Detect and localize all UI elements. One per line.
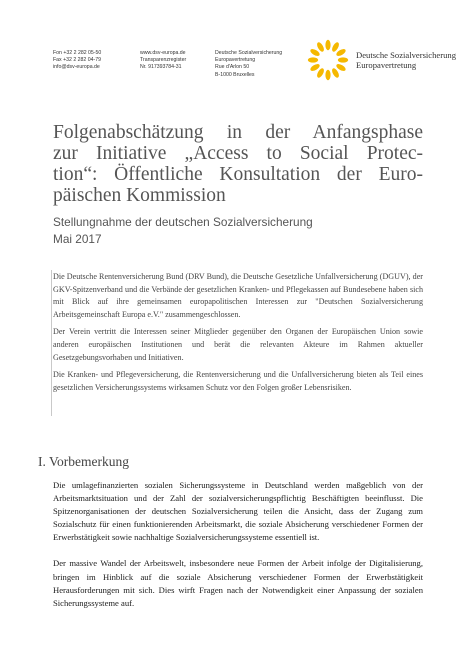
header-email[interactable]: info@dsv-europa.de — [53, 64, 100, 71]
title-line: Folgenabschätzung in der Anfangsphase — [53, 122, 423, 143]
address-line: B-1000 Bruxelles — [215, 71, 255, 78]
address-line: Deutsche Sozialversicherung — [215, 50, 283, 56]
logo-ray — [308, 57, 318, 62]
intro-side-rule — [51, 376, 52, 416]
address-line: Europavertretung — [215, 57, 256, 64]
header-web-block — [140, 50, 186, 72]
header-fax: Fax +32 2 282 04-79 — [53, 57, 102, 64]
logo-ray — [325, 70, 330, 80]
body-paragraph: Der massive Wandel der Arbeitswelt, insbesondere neue Formen der Arbeit infolge der Digitalisierung, bringen im Hinblick auf die soziale Absicherung verschiedener Formen der Erwerbstätigkeit Herausforderungen mit sich. Dies wirft Fragen nach der Notwendigkeit einer Anpassung der sozialen Sicherungssysteme auf. — [53, 558, 423, 608]
body-text — [53, 479, 423, 623]
address-line: Rue d'Arlon 50 — [215, 64, 250, 71]
header-register-label: Transparenzregister — [140, 57, 187, 64]
logo-ray — [325, 40, 330, 50]
header-phone: Fon +32 2 282 05-50 — [53, 50, 102, 56]
document-title — [53, 122, 423, 206]
body-paragraph: Die umlagefinanzierten sozialen Sicherungssysteme in Deutschland werden maßgeblich von der Arbeitsmarktsituation und der Zahl der sozialversicherungspflichtig Beschäftigten beeinflusst. Die Spitzenorganisationen der deutschen Sozialversicherung teilen die Ansicht, dass der Zugang zum Sozialschutz für einen funktionierenden Arbeitsmarkt, die soziale Absicherung verschiedener Formen der Erwerbstätigkeit sowie nachhaltige Sozialversicherungssysteme essentiell ist. — [53, 480, 423, 543]
header-register-number: Nr. 917393784-31 — [140, 64, 182, 71]
org-name-line: Europavertretung — [356, 60, 417, 70]
document-date: Mai 2017 — [53, 231, 102, 246]
header-address-block — [215, 50, 282, 79]
intro-paragraph: Die Kranken- und Pflegeversicherung, die Rentenversicherung und die Unfallversicherung bieten als Teil eines gesetzlichen Versicherungssystems wirksamen Schutz vor den Folgen großer Lebensrisiken. — [53, 370, 423, 392]
title-line: tion“: Öffentliche Konsultation der Euro- — [53, 164, 423, 185]
subtitle-line: Stellungnahme der deutschen Sozialversicherung — [53, 215, 313, 229]
sunburst-logo-icon — [306, 38, 350, 82]
org-name — [356, 50, 456, 70]
intro-side-rule — [51, 270, 52, 376]
title-line: zur Initiative „Access to Social Protec- — [53, 143, 423, 164]
header-website[interactable]: www.dsv-europa.de — [140, 50, 186, 56]
document-subtitle — [53, 214, 313, 247]
intro-block — [53, 271, 423, 399]
title-line: päischen Kommission — [53, 185, 226, 206]
intro-paragraph: Die Deutsche Rentenversicherung Bund (DRV Bund), die Deutsche Gesetzliche Unfallversicherung (DGUV), der GKV-Spitzenverband und die Verbände der gesetzlichen Kranken- und Pflegekassen auf Bundesebene haben sich mit Blick auf ihre gemeinsamen europapolitischen Interessen zur "Deutschen Sozialversicherung Arbeitsgemeinschaft Europa e.V." zusammengeschlossen. — [53, 272, 423, 319]
logo-ray — [338, 57, 348, 62]
org-name-line: Deutsche Sozialversicherung — [356, 50, 456, 60]
intro-paragraph: Der Verein vertritt die Interessen seiner Mitglieder gegenüber den Organen der Europäischen Union sowie anderen europäischen Institutionen und berät die relevanten Akteure im Rahmen aktueller Gesetzgebungsvorhaben und Initiativen. — [53, 327, 423, 362]
header-contact-block — [53, 50, 101, 72]
section-heading: I. Vorbemerkung — [38, 454, 129, 469]
